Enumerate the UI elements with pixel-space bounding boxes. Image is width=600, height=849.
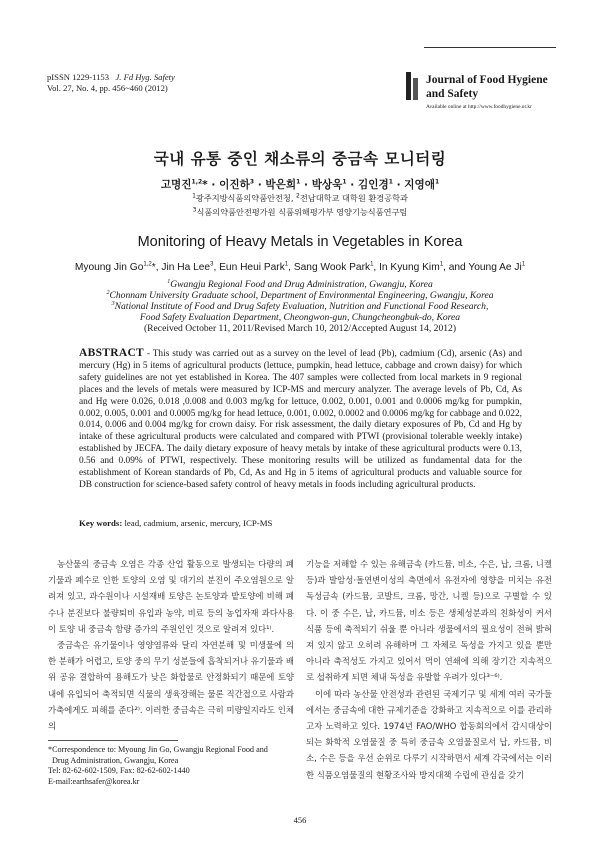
footnote-line: Tel: 82-62-602-1509, Fax: 82-62-602-1440 <box>48 766 190 775</box>
journal-abbrev: J. Fd Hyg. Safety <box>115 72 175 82</box>
journal-mark-icon <box>406 72 420 100</box>
body-paragraph: 중금속은 유기물이나 영양염류와 달리 자연분해 및 미생물에 의한 분해가 어렵고, 토양 중의 무기 성분들에 흡착되거나 유기물과 배위 공유 결합하여 용해도가 낮은 화합물로 안정화되기 때문에 토양 내에 유입되어 축적되면 식물의 생육장해는 물론 직간접으로 사람과 가축에게도 피해를 준다²⁾. 이러한 중금속은 극히 미량일지라도 인체의 <box>48 640 294 732</box>
author-ko: 고명진$^{1,2}$* <box>160 178 208 191</box>
journal-name <box>426 74 548 101</box>
affil-text: 광주지방식품의약품안전청, <box>195 193 297 203</box>
page-number: 456 <box>293 815 307 825</box>
issn: pISSN 1229-1153 <box>47 72 109 82</box>
affil-sup: 1 <box>192 192 196 200</box>
author-sup: 1 <box>370 261 374 268</box>
affil-sup: 1 <box>167 278 171 285</box>
body-paragraph: 기능을 저해할 수 있는 유해금속 (카드뮴, 비소, 수은, 납, 크롬, 니켈 등)과 발암성·돌연변이성의 측면에서 유전자에 영향을 미치는 유전독성금속 (카드뮴, 코발트, 크롬, 망간, 니켈 등)으로 구별할 수 있다. 이 중 수은, 납, 카드뮴, 비소 등은 생체성분과의 친화성이 커서 식품 등에 축적되기 쉬울 뿐 아니라 생물에서의 필요성이 전혀 밝혀져 있지 않고 오히려 유해하며 그 자체로 독성을 가지고 있을 뿐만 아니라 축적성도 가지고 있어서 먹이 연쇄에 의해 장기간 지속적으로 섭취하게 되면 체내 독성을 유발할 우려가 있다³⁻⁶⁾. <box>306 559 552 683</box>
author-sup: 1 <box>296 178 301 186</box>
keywords-text: lead, cadmium, arsenic, mercury, ICP-MS <box>122 518 273 528</box>
abstract-text: - This study was carried out as a survey on the level of lead (Pb), cadmium (Cd), arsenic (As) and mercury (Hg) in 5 items of agricultural products (lettuce, pumpkin, head lettuce, cabbage and crown daisy) for which safety guidelines are not yet established in Korea. The 407 samples were collected from local markets in 9 regional places and the levels of metals were measured by ICP-MS and mercury analyzer. The average levels of Pb, Cd, As and Hg were 0.026, 0.018 ,0.008 and 0.003 mg/kg for lettuce, 0.002, 0.001, 0.001 and 0.0006 mg/kg for pumpkin, 0.002, 0.005, 0.001 and 0.0005 mg/kg for head lettuce, 0.001, 0.002, 0.0002 and 0.0006 mg/kg for cabbage and 0.022, 0.014, 0.006 and 0.004 mg/kg for crown daisy. For risk assessment, the daily dietary exposures of Pb, Cd and Hg by intake of these agricultural products were calculated and compared with PTWI (provisional tolerable weekly intake) established by JECFA. The daily dietary exposure of heavy metals by intake of these agricultural products were 0.13, 0.56 and 0.09% of PTWI, respectively. These monitoring results will be utilized as fundamental data for the establishment of Korean standards of Pb, Cd, As and Hg in 5 items of agricultural products and valuable source for DB construction for science-based safety control of heavy metals in foods including agricultural products. <box>79 349 522 490</box>
correspondence-footnote <box>48 745 298 787</box>
authors-korean: 고명진$^{1,2}$* · 이진하$^3$ · 박은희$^1$ · 박상욱$^1$ · 김인경$^1$ · 지영애$^1$ <box>160 178 440 191</box>
author-sup: 1 <box>388 178 393 186</box>
author-sup: 1 <box>439 261 444 268</box>
author-sup: 1 <box>342 178 347 186</box>
authors-english: Myoung Jin Go$^{1,2}$*, Jin Ha Lee$^3$, Eun Heui Park$^1$, Sang Wook Park$^1$, In Kyung Kim$^1$, and Young Ae Ji$^1$ <box>74 261 526 273</box>
affil-text: Gwangju Regional Food and Drug Administration, Gwangju, Korea <box>170 279 433 290</box>
title-english: Monitoring of Heavy Metals in Vegetables in Korea <box>137 234 463 250</box>
affil-sup: 2 <box>296 192 300 200</box>
abstract-heading: ABSTRACT <box>79 347 145 359</box>
affil-text: Food Safety Evaluation Department, Cheongwon-gun, Chungcheongbuk-do, Korea <box>139 312 461 323</box>
header-rule <box>424 47 556 48</box>
author-ko: 김인경$^1$ <box>358 178 393 191</box>
abstract <box>79 348 522 492</box>
author-sup: 1 <box>521 261 526 268</box>
author-ko: 박상욱$^1$ <box>311 178 347 191</box>
affil-sup: 3 <box>192 206 197 214</box>
author-sup: 3 <box>210 261 214 268</box>
author-ko: 지영애$^1$ <box>404 178 440 191</box>
affil-sup: 3 <box>111 300 115 307</box>
author-sup: 1 <box>284 261 289 268</box>
affil-text: National Institute of Food and Drug Safety Evaluation, Nutrition and Functional Food Research, <box>114 301 489 312</box>
author-sup: 1,2 <box>143 261 152 268</box>
journal-name-line2: and Safety <box>426 87 479 100</box>
body-column-left <box>48 556 294 734</box>
keywords-label: Key words: <box>79 518 123 528</box>
author-sup: 3 <box>249 178 254 186</box>
affil-text: Chonnam University Graduate school, Department of Environmental Engineering, Gwangju, Korea <box>109 290 494 301</box>
author-en: Sang Wook Park$^1$ <box>293 261 374 273</box>
author-ko: 이진하$^3$ <box>219 178 254 191</box>
author-en: Young Ae Ji$^1$ <box>468 261 526 273</box>
journal-name-line1: Journal of Food Hygiene <box>426 74 548 86</box>
received-dates: (Received October 11, 2011/Revised March 10, 2012/Accepted August 14, 2012) <box>143 323 457 334</box>
volume-line: Vol. 27, No. 4, pp. 456~460 (2012) <box>47 83 168 93</box>
author-en: In Kyung Kim$^1$ <box>379 261 444 273</box>
affil-text: 전남대학교 대학원 환경공학과 <box>299 193 408 203</box>
body-paragraph: 이에 따라 농산물 안전성과 관련된 국제기구 및 세계 여러 국가들에서는 중금속에 대한 규제기준을 강화하고 지속적으로 이를 관리하고자 노력하고 있다. 1974년 FAO/WHO 합동회의에서 감시대상이 되는 화학적 오염물질 중 특히 중금속 오염물질로서 납, 카드뮴, 비소, 수은 등을 우선 순위로 다루기 시작하면서 세계 각국에서는 이러한 식품오염물질의 현황조사와 방지대책 수립에 관심을 갖기 <box>306 688 552 780</box>
author-sup: 1 <box>435 178 440 186</box>
author-sup: 1,2 <box>191 178 203 186</box>
footnote-line: *Correspondence to: Myoung Jin Go, Gwangju Regional Food and <box>48 745 268 754</box>
journal-citation <box>47 72 175 94</box>
keywords <box>79 518 272 528</box>
journal-url[interactable]: Available online at http://www.foodhygiene.or.kr <box>426 104 532 110</box>
affil-sup: 2 <box>106 289 110 296</box>
journal-logo <box>406 64 556 114</box>
footnote-line: Drug Administration, Gwangju, Korea <box>52 755 179 765</box>
author-en: Jin Ha Lee$^3$ <box>161 261 214 273</box>
body-column-right <box>306 556 552 783</box>
affiliation-korean-1 <box>0 193 600 204</box>
affil-text: 식품의약품안전평가원 식품위해평가부 영양기능식품연구팀 <box>196 207 408 217</box>
author-en: Myoung Jin Go$^{1,2}$* <box>74 261 156 273</box>
author-ko: 박은희$^1$ <box>265 178 301 191</box>
author-en: Eun Heui Park$^1$ <box>219 261 289 273</box>
footnote-rule <box>48 740 178 741</box>
title-korean: 국내 유통 중인 채소류의 중금속 모니터링 <box>153 150 447 168</box>
body-paragraph: 농산물의 중금속 오염은 각종 산업 활동으로 발생되는 다량의 폐기물과 폐수로 인한 토양의 오염 및 대기의 분진이 주오염원으로 알려져 있고, 과수원이나 시설재배 토양은 논토양과 밭토양에 비해 폐수나 분진보다 불량퇴비 유입과 농약, 비료 등의 농업자재 과다사용이 토양 내 중금속 함량 증가의 주원인인 것으로 알려져 있다¹⁾. <box>48 559 294 634</box>
footnote-email[interactable]: E-mail:earthsafer@korea.kr <box>48 776 140 786</box>
affiliation-korean-2 <box>0 207 600 218</box>
